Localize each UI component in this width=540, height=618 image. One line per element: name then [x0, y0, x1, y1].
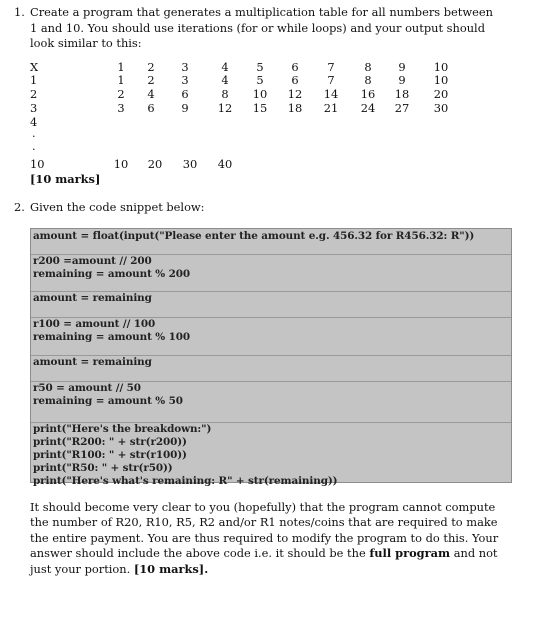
table-cell: 40 [217, 157, 233, 171]
table-last-row [30, 157, 330, 171]
table-cell: 2 [147, 73, 155, 87]
table-cell: 14 [323, 87, 339, 101]
table-cell: 30 [182, 157, 198, 171]
table-cell: 18 [287, 101, 303, 115]
question-2-number: 2. [14, 200, 25, 214]
table-cell: 24 [360, 101, 376, 115]
code-line: remaining = amount % 200 [33, 268, 190, 280]
code-line: print("R100: " + str(r100)) [33, 449, 187, 461]
code-line: r50 = amount // 50 [33, 382, 141, 394]
table-cell: 5 [256, 73, 264, 87]
table-cell: 8 [364, 73, 372, 87]
table-cell: 10 [252, 87, 268, 101]
code-line: r200 =amount // 200 [33, 255, 152, 267]
table-cell: 12 [217, 101, 233, 115]
table-cell: 3 [117, 101, 125, 115]
table-cell: 1 [117, 60, 125, 74]
table-cell: 10 [433, 73, 449, 87]
code-line: r100 = amount // 100 [33, 318, 156, 330]
code-line: print("Here's the breakdown:") [33, 423, 212, 435]
table-cell: 8 [364, 60, 372, 74]
code-line: amount = remaining [33, 292, 152, 304]
table-cell: 10 [113, 157, 129, 171]
table-cell: 2 [147, 60, 155, 74]
table-cell: 10 [433, 60, 449, 74]
table-cell: 6 [291, 60, 299, 74]
table-cell: 3 [181, 73, 189, 87]
code-line: print("Here's what's remaining: R" + str(remaining)) [33, 475, 338, 487]
table-cell: 1 [117, 73, 125, 87]
table-cell: 15 [252, 101, 268, 115]
question-1-text: Create a program that generates a multiplication table for all numbers between 1 and 10. You should use iterations (for or while loops) and your output should look similar to this: [30, 5, 493, 50]
ellipsis-dot: . [32, 140, 36, 153]
instructions-marks: [10 marks]. [133, 561, 209, 576]
code-line: print("R200: " + str(r200)) [33, 436, 187, 448]
question-2-instructions [30, 500, 515, 577]
table-cell: 1 [30, 73, 38, 87]
table-cell: 6 [181, 87, 189, 101]
table-cell: 12 [287, 87, 303, 101]
code-line: remaining = amount % 100 [33, 331, 190, 343]
table-cell: 6 [291, 73, 299, 87]
table-cell: 4 [30, 115, 38, 129]
table-cell: 7 [327, 73, 335, 87]
table-cell: 20 [433, 87, 449, 101]
table-cell: 4 [147, 87, 155, 101]
question-1-marks: [10 marks] [30, 172, 101, 186]
code-line: remaining = amount % 50 [33, 395, 183, 407]
table-cell: 3 [181, 60, 189, 74]
table-cell: 18 [394, 87, 410, 101]
code-line: print("R50: " + str(r50)) [33, 462, 173, 474]
table-cell: 9 [398, 73, 406, 87]
instructions-text-2: and not just your portion. [30, 546, 498, 576]
table-cell: 7 [327, 60, 335, 74]
table-cell: 6 [147, 101, 155, 115]
instructions-text: It should become very clear to you (hopefully) that the program cannot compute the number of R20, R10, R5, R2 and/or R1 notes/coins that are required to make the entire payment. You are thus required to modify the program to do this. Your answer should include the above code i.e. it should be the [30, 500, 499, 561]
table-cell: 30 [433, 101, 449, 115]
table-cell: 10 [30, 157, 45, 171]
table-cell: 9 [398, 60, 406, 74]
code-line: amount = remaining [33, 356, 152, 368]
question-1-number: 1. [14, 5, 25, 19]
table-cell: 2 [30, 87, 38, 101]
table-cell: 9 [181, 101, 189, 115]
table-cell: 4 [221, 73, 229, 87]
question-2-text: Given the code snippet below: [30, 200, 205, 214]
table-cell: X [30, 60, 39, 74]
code-line: amount = float(input("Please enter the amount e.g. 456.32 for R456.32: R")) [33, 230, 475, 242]
table-cell: 21 [323, 101, 339, 115]
ellipsis-dot: . [32, 127, 36, 140]
table-cell: 5 [256, 60, 264, 74]
table-cell: 4 [221, 60, 229, 74]
table-cell: 20 [147, 157, 163, 171]
code-snippet-box [30, 228, 512, 487]
table-cell: 2 [117, 87, 125, 101]
table-cell: 27 [394, 101, 410, 115]
table-cell: 16 [360, 87, 376, 101]
table-cell: 3 [30, 101, 38, 115]
table-cell: 8 [221, 87, 229, 101]
instructions-bold-full-program: full program [369, 546, 451, 561]
